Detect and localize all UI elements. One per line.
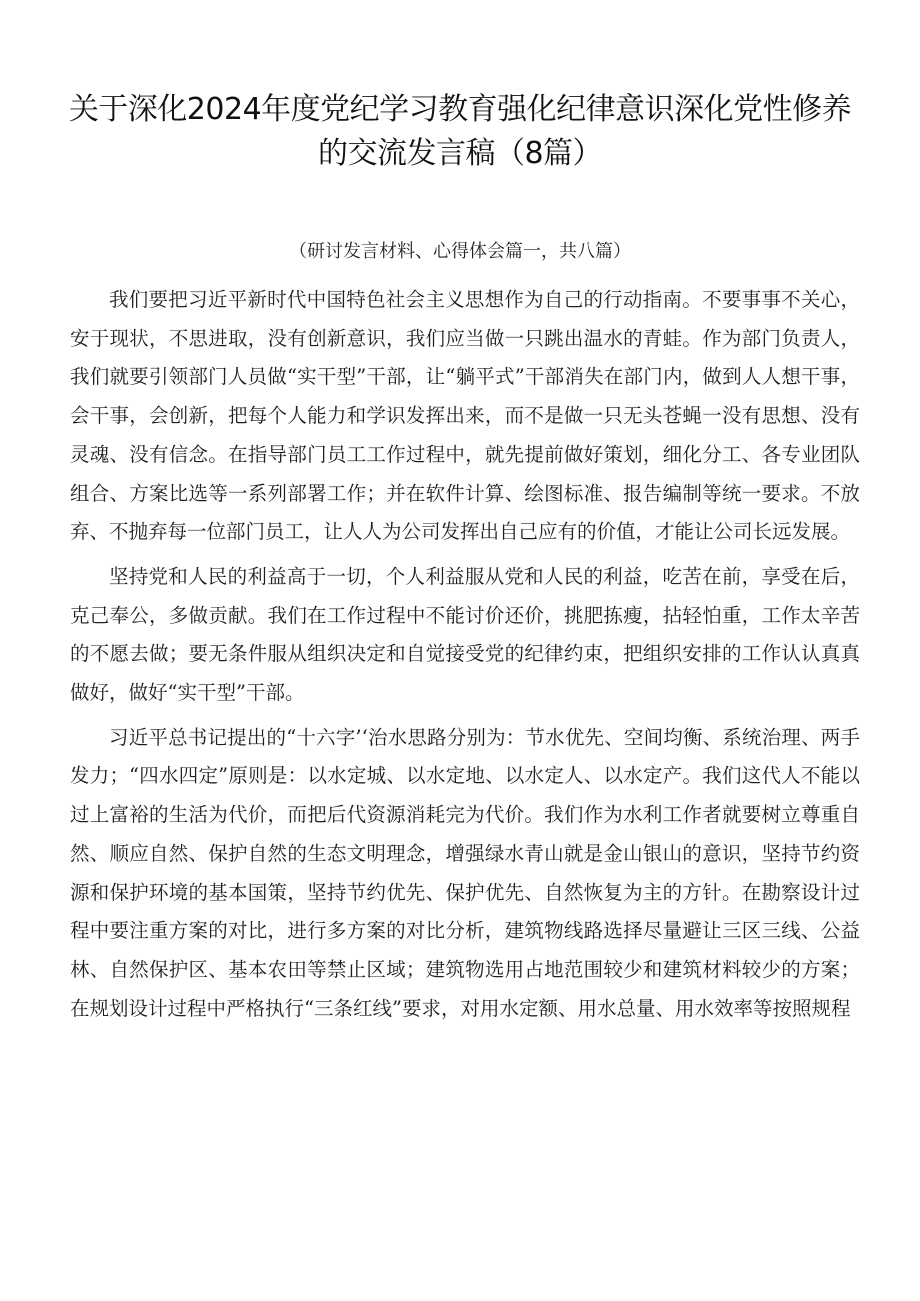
paragraph: 习近平总书记提出的“十六字’‘治水思路分别为：节水优先、空间均衡、系统治理、两手发力；“四水四定”原则是：以水定城、以水定地、以水定人、以水定产。我们这代人不能以过上富裕的生活为代价，而把后代资源消耗完为代价。我们作为水利工作者就要树立尊重自然、顺应自然、保护自然的生态文明理念，增强绿水青山就是金山银山的意识，坚持节约资源和保护环境的基本国策，坚持节约优先、保护优先、自然恢复为主的方针。在勘察设计过程中要注重方案的对比，进行多方案的对比分析，建筑物线路选择尽量避让三区三线、公益林、自然保护区、基本农田等禁止区域；建筑物选用占地范围较少和建筑材料较少的方案；在规划设计过程中严格执行“三条红线”要求，对用水定额、用水总量、用水效率等按照规程 bbox=[70, 725, 860, 1020]
document-title bbox=[40, 88, 880, 176]
document-subtitle: （研讨发言材料、心得体会篇一，共八篇） bbox=[289, 241, 631, 262]
title-line-2: 的交流发言稿（8篇） bbox=[317, 136, 603, 171]
title-line-1: 关于深化2024年度党纪学习教育强化纪律意识深化党性修养 bbox=[68, 92, 852, 127]
paragraph: 坚持党和人民的利益高于一切，个人利益服从党和人民的利益，吃苦在前，享受在后，克己奉公，多做贡献。我们在工作过程中不能讨价还价，挑肥拣瘦，拈轻怕重，工作太辛苦的不愿去做；要无条件服从组织决定和自觉接受党的纪律约束，把组织安排的工作认认真真做好，做好“实干型”干部。 bbox=[70, 564, 860, 705]
document-body bbox=[70, 281, 860, 1034]
paragraph: 我们要把习近平新时代中国特色社会主义思想作为自己的行动指南。不要事事不关心，安于现状，不思进取，没有创新意识，我们应当做一只跳出温水的青蛙。作为部门负责人，我们就要引领部门人员做“实干型”干部，让“躺平式”干部消失在部门内，做到人人想干事，会干事，会创新，把每个人能力和学识发挥出来，而不是做一只无头苍蝇一没有思想、没有灵魂、没有信念。在指导部门员工工作过程中，就先提前做好策划，细化分工、各专业团队组合、方案比选等一系列部署工作；并在软件计算、绘图标准、报告编制等统一要求。不放弃、不抛弃每一位部门员工，让人人为公司发挥出自己应有的价值，才能让公司长远发展。 bbox=[70, 288, 860, 544]
